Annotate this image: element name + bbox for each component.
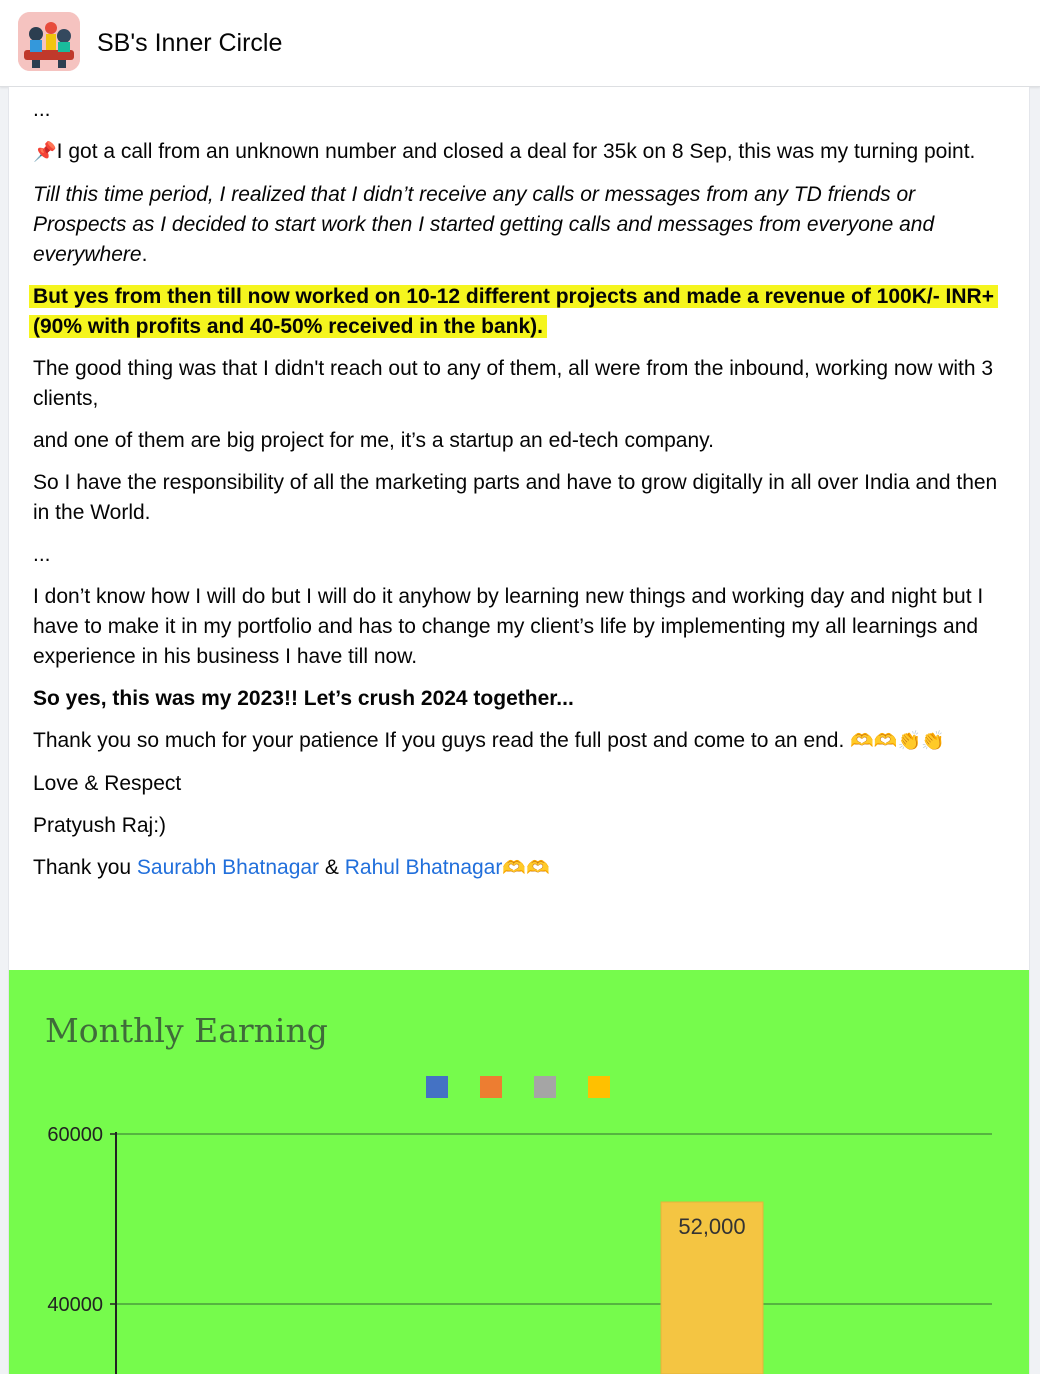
group-header (0, 0, 1040, 87)
chart-title: Monthly Earning (45, 1011, 328, 1050)
chart-bars (661, 1202, 763, 1374)
legend-swatch (534, 1076, 556, 1098)
chart-legend (426, 1076, 610, 1098)
post-paragraph: So I have the responsibility of all the marketing parts and have to grow digitally in all over India and then in the World. (33, 471, 998, 524)
post-paragraph-bold: So yes, this was my 2023!! Let’s crush 2024 together... (33, 687, 574, 710)
post-paragraph-italic: Till this time period, I realized that I didn’t receive any calls or messages from any TD friends or Prospects as I decided to start work then I started getting calls and messages from everyone and everywhere. (33, 183, 935, 266)
post-paragraph: Love & Respect (33, 772, 182, 795)
post-card (8, 87, 1030, 1374)
mention-link-saurabh[interactable]: Saurabh Bhatnagar (136, 856, 320, 879)
post-paragraph: 📌I got a call from an unknown number and closed a deal for 35k on 8 Sep, this was my turning point. (33, 140, 976, 163)
pushpin-icon: 📌 (33, 142, 57, 163)
ellipsis-mid: ... (33, 543, 51, 566)
chart (9, 970, 1029, 1374)
highlighted-text: But yes from then till now worked on 10-12 different projects and made a revenue of 100K/- INR+ (90% with profits and 40-50% received in the bank). (29, 285, 998, 338)
legend-swatch (480, 1076, 502, 1098)
legend-swatch (426, 1076, 448, 1098)
post-paragraph: Thank you so much for your patience If you guys read the full post and come to an end. 🫶🫶👏👏 (33, 729, 945, 752)
post-body (33, 95, 1013, 896)
post-paragraph: Pratyush Raj:) (33, 814, 167, 837)
post-paragraph: I don’t know how I will do but I will do it anyhow by learning new things and working day and night but I have to make it in my portfolio and has to change my client’s life by implementing my all learnings and experience in his business I have till now. (33, 585, 984, 668)
post-paragraph: and one of them are big project for me, it’s a startup an ed-tech company. (33, 429, 714, 452)
y-axis-ticks (47, 1124, 116, 1316)
mention-link-rahul[interactable]: Rahul Bhatnagar (344, 856, 503, 879)
bar-data-label: 52,000 (678, 1214, 746, 1239)
group-name[interactable]: SB's Inner Circle (97, 29, 283, 57)
y-tick-label: 40000 (47, 1294, 103, 1316)
heart-hands-emojis: 🫶🫶 (502, 858, 550, 879)
y-tick-label: 60000 (47, 1124, 103, 1146)
group-avatar-icon[interactable] (18, 12, 80, 71)
legend-swatch (588, 1076, 610, 1098)
post-paragraph: Thank you Saurabh Bhatnagar & Rahul Bhatnagar🫶🫶 (33, 856, 550, 879)
chart-grid (116, 1134, 992, 1304)
post-paragraph-highlight (33, 282, 1013, 342)
heart-hands-clap-emojis: 🫶🫶👏👏 (850, 731, 945, 752)
post-paragraph: The good thing was that I didn't reach out to any of them, all were from the inbound, working now with 3 clients, (33, 357, 994, 410)
ellipsis-top: ... (33, 98, 51, 121)
chart-image[interactable] (9, 970, 1029, 1374)
